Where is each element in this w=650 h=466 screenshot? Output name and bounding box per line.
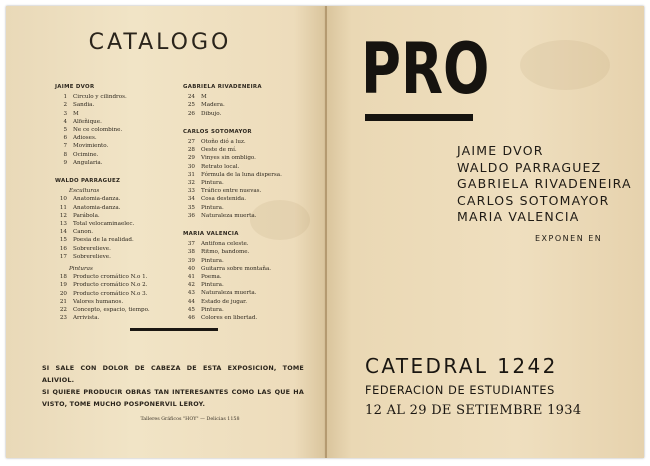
catalog-entry-title: Antifona celeste. [201, 241, 249, 248]
catalog-entry-number: 43 [187, 290, 195, 297]
artist-name: CARLOS SOTOMAYOR [457, 192, 610, 208]
catalog-entry-title: Dibujo. [201, 110, 222, 117]
catalog-artist-heading: MARIA VALENCIA [183, 231, 239, 238]
catalog-entry-number: 20 [59, 290, 67, 297]
footer-line-1: SI SALE CON DOLOR DE CABEZA DE ESTA EXPOSICION, TOME ALIVIOL. [42, 364, 304, 384]
catalog-entry-number: 42 [187, 282, 195, 289]
catalog-entry-number: 24 [187, 94, 195, 101]
catalog-entry-title: Total velocaminaelec. [73, 221, 135, 228]
catalog-entry [183, 110, 303, 118]
catalog-entry-number: 12 [59, 212, 67, 219]
catalog-entry-title: Sobrerelieve. [73, 253, 111, 260]
catalog-entry-title: Alfeñique. [73, 118, 102, 125]
catalog-entry-title: M [201, 94, 207, 101]
catalog-entry-number: 23 [59, 315, 67, 322]
artist-name: WALDO PARRAGUEZ [457, 159, 602, 175]
catalog-artist-heading: CARLOS SOTOMAYOR [183, 128, 252, 135]
catalog-entry [183, 146, 303, 154]
catalog-entry-title: Concepto, espacio, tiempo. [73, 307, 150, 314]
catalog-entry [183, 314, 303, 322]
catalog-entry-title: Pintura. [201, 282, 224, 289]
catalog-entry-title: Circulo y cilindros. [73, 94, 127, 101]
catalog-entry-number: 13 [59, 221, 67, 228]
catalog-entry [55, 245, 185, 253]
catalog-entry-title: Cosa destenida. [201, 196, 247, 203]
catalog-entry-number: 36 [187, 212, 195, 219]
catalog-entry-title: Pintura. [201, 306, 224, 313]
catalog-entry-title: Sandia. [73, 102, 95, 109]
catalog-entry-number: 34 [187, 196, 195, 203]
printer-credit: Talleres Gráficos "HOY" — Delicias 1158 [140, 417, 240, 422]
catalog-entry-title: Naturaleza muerta. [201, 290, 257, 297]
catalog-entry-title: Guitarra sobre montaña. [201, 265, 272, 272]
catalog-entry [183, 298, 303, 306]
catalog-entry [55, 273, 185, 281]
organizer: FEDERACION DE ESTUDIANTES [365, 384, 555, 397]
catalog-entry [55, 134, 185, 142]
venue-address: CATEDRAL 1242 [365, 354, 558, 378]
artist-name: JAIME DVOR [457, 143, 544, 158]
catalog-entry-title: Poema. [201, 274, 222, 281]
catalog-entry [183, 273, 303, 281]
catalog-entry-title: Movimiento. [73, 143, 109, 150]
catalog-entry [183, 204, 303, 212]
catalog-entry-number: 25 [187, 102, 195, 109]
catalog-entry-number: 22 [59, 307, 67, 314]
catalog-entry-number: 3 [63, 110, 67, 117]
catalog-entry-number: 6 [63, 135, 67, 142]
catalog-entry [55, 159, 185, 167]
catalog-entry-title: Valores humanos. [73, 298, 124, 305]
catalog-section-heading: Esculturas [69, 188, 100, 195]
spacer [183, 118, 303, 128]
catalog-entry [183, 187, 303, 195]
catalog-entry-title: Vinyes sin ombligo. [201, 155, 256, 162]
catalog-entry-title: Angularia. [73, 159, 103, 166]
catalog-entry [55, 236, 185, 244]
catalog-entry-number: 11 [59, 204, 67, 211]
catalog-entry-title: M [73, 110, 79, 117]
catalog-entry [55, 126, 185, 134]
catalog-entry [55, 142, 185, 150]
spacer [183, 220, 303, 230]
catalog-entry-title: Anatomia-danza. [73, 204, 121, 211]
catalog-entry [55, 151, 185, 159]
catalog-entry-number: 15 [59, 237, 67, 244]
catalog-entry-number: 37 [187, 241, 195, 248]
catalog-entry-title: Parábola. [73, 212, 100, 219]
catalog-entry [183, 93, 303, 101]
catalog-entry-number: 14 [59, 229, 67, 236]
catalog-entry [55, 118, 185, 126]
catalog-entry-number: 17 [59, 253, 67, 260]
catalog-entry-number: 29 [187, 155, 195, 162]
catalog-entry [55, 101, 185, 109]
exponen-label: EXPONEN EN [535, 234, 603, 243]
catalog-entry-title: Canon. [73, 229, 93, 236]
catalog-entry [55, 306, 185, 314]
catalog-entry-number: 8 [63, 151, 67, 158]
catalog-artist-heading: JAIME DVOR [55, 84, 95, 90]
catalog-entry [55, 228, 185, 236]
catalog-entry [55, 110, 185, 118]
catalog-entry-title: Colores en libertad. [201, 315, 258, 322]
catalog-entry-title: Arrivista. [73, 315, 100, 322]
catalog-entry [183, 154, 303, 162]
catalog-entry [183, 171, 303, 179]
catalog-entry [183, 212, 303, 220]
catalog-column-left [55, 83, 185, 322]
catalog-entry [55, 220, 185, 228]
catalog-entry-number: 38 [187, 249, 195, 256]
catalog-entry [55, 290, 185, 298]
catalog-title: CATALOGO [88, 30, 232, 55]
catalog-entry-title: Oeste de mí. [201, 147, 237, 154]
catalog-entry-number: 40 [187, 265, 195, 272]
catalog-entry [183, 163, 303, 171]
catalog-entry-number: 31 [187, 171, 195, 178]
catalog-entry [183, 101, 303, 109]
catalog-entry-number: 16 [59, 245, 67, 252]
catalog-section-heading: Pinturas [69, 266, 93, 273]
catalog-entry-number: 44 [187, 298, 195, 305]
catalog-entry-title: Anatomia-danza. [73, 196, 121, 203]
catalog-entry-title: Fórmula de la luna dispersa. [201, 171, 282, 178]
artist-name: GABRIELA RIVADENEIRA [457, 176, 632, 191]
catalog-entry-title: Ne ce colombine. [73, 127, 123, 134]
catalog-entry-number: 26 [187, 110, 195, 117]
catalog-entry [55, 93, 185, 101]
catalog-entry-number: 27 [187, 139, 195, 146]
catalog-entry-number: 28 [187, 147, 195, 154]
catalog-entry [55, 212, 185, 220]
catalog-entry [55, 195, 185, 203]
catalog-entry [55, 253, 185, 261]
catalog-entry-number: 35 [187, 204, 195, 211]
catalog-entry-number: 45 [187, 306, 195, 313]
catalog-entry-number: 4 [63, 118, 67, 125]
catalog-entry-title: Producto cromático N.o 2. [73, 282, 148, 289]
catalog-entry-number: 41 [187, 274, 195, 281]
catalog-entry-title: Pintura. [201, 204, 224, 211]
catalog-entry-number: 5 [63, 127, 67, 134]
catalog-entry-number: 21 [59, 298, 67, 305]
spine-fold [325, 6, 327, 458]
catalog-entry [55, 281, 185, 289]
catalog-entry [183, 195, 303, 203]
catalog-entry-title: Otoño dió a luz. [201, 139, 246, 146]
catalog-entry [183, 248, 303, 256]
catalog-entry [183, 179, 303, 187]
catalog-entry-number: 33 [187, 188, 195, 195]
catalog-entry-title: Pintura. [201, 180, 224, 187]
catalog-entry-number: 32 [187, 180, 195, 187]
catalog-entry [183, 257, 303, 265]
title-underline [365, 114, 473, 121]
catalog-entry-title: Tráfico entre nuevas. [201, 188, 262, 195]
catalog-entry [183, 306, 303, 314]
catalog-entry-number: 18 [59, 274, 67, 281]
exhibition-dates: 12 AL 29 DE SETIEMBRE 1934 [365, 403, 582, 418]
catalog-entry-title: Sobrerelieve. [73, 245, 111, 252]
catalog-entry-number: 46 [187, 315, 195, 322]
catalog-entry [183, 281, 303, 289]
catalog-entry-number: 2 [63, 102, 67, 109]
artist-name: MARIA VALENCIA [457, 209, 580, 224]
catalog-entry [55, 314, 185, 322]
catalog-entry-title: Poesia de la realidad. [73, 237, 134, 244]
catalog-artist-heading: GABRIELA RIVADENEIRA [183, 84, 262, 90]
spacer [55, 167, 185, 177]
catalog-entry [183, 138, 303, 146]
catalog-entry-title: Producto cromático N.o 1. [73, 274, 148, 281]
catalog-entry-title: Retrato local. [201, 163, 240, 170]
catalog-entry-number: 9 [63, 159, 67, 166]
footer-note [42, 362, 304, 410]
catalog-entry-title: Ocimine. [73, 151, 99, 158]
catalog-entry-number: 30 [187, 163, 195, 170]
catalog-entry [55, 204, 185, 212]
catalog-column-right [183, 83, 303, 322]
catalog-entry [183, 240, 303, 248]
catalog-entry-number: 7 [63, 143, 67, 150]
cover-title: PRO [361, 28, 490, 110]
catalog-artist-heading: WALDO PARRAGUEZ [55, 178, 121, 185]
catalog-entry-title: Pintura. [201, 257, 224, 264]
catalog-entry-title: Naturaleza muerta. [201, 212, 257, 219]
catalog-entry-number: 1 [63, 94, 67, 101]
catalog-entry-title: Ritmo, bandome. [201, 249, 250, 256]
catalog-entry-number: 39 [187, 257, 195, 264]
artist-names [457, 143, 637, 226]
catalog-entry-title: Madera. [201, 102, 225, 109]
catalog-entry-title: Estado de jugar. [201, 298, 248, 305]
catalog-entry-title: Adioses. [73, 135, 97, 142]
catalog-entry [183, 289, 303, 297]
paper-stain [520, 40, 610, 90]
footer-line-2: SI QUIERE PRODUCIR OBRAS TAN INTERESANTES COMO LAS QUE HA VISTO, TOME MUCHO POSPONERVIL LEROY. [42, 388, 304, 408]
catalog-entry-number: 10 [59, 196, 67, 203]
divider-rule [130, 328, 218, 331]
catalog-entry [55, 298, 185, 306]
catalog-entry-title: Producto cromático N.o 3. [73, 290, 148, 297]
catalog-entry [183, 265, 303, 273]
catalog-entry-number: 19 [59, 282, 67, 289]
